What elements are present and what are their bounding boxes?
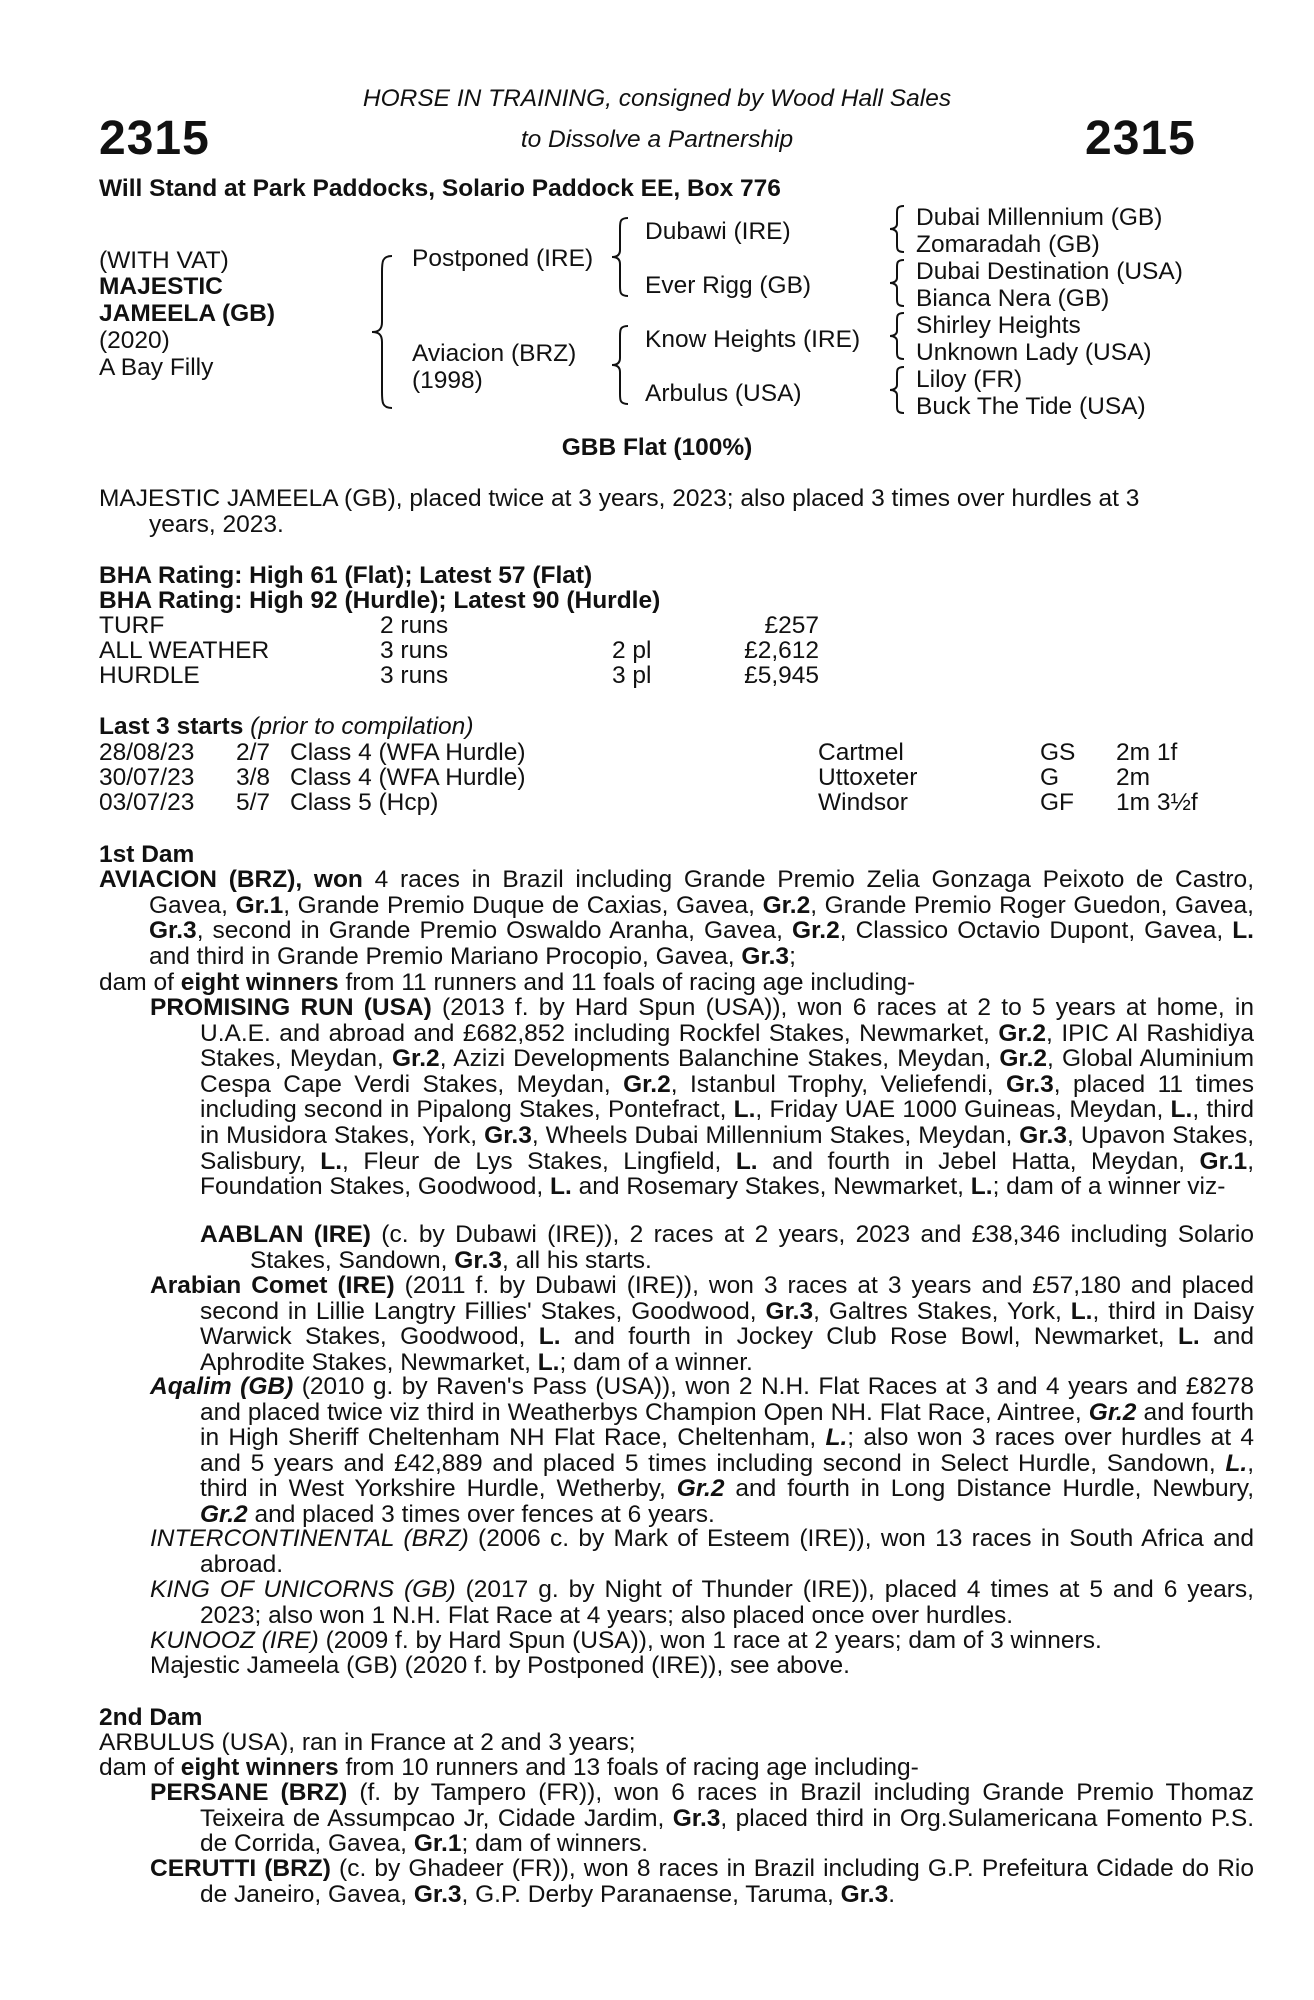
progeny-majestic-jameela: Majestic Jameela (GB) (2020 f. by Postponed (IRE)), see above. <box>150 1652 850 1679</box>
last-starts-note: (prior to compilation) <box>250 713 474 740</box>
progeny-promising-run: PROMISING RUN (USA) (2013 f. by Hard Spun (USA)), won 6 races at 2 to 5 years at home, in U.A.E. and abroad and £682,852 including Rockfel Stakes, Newmarket, Gr.2, IPIC Al Rashidiya Stakes, Meydan, Gr.2, Azizi Developments Balanchine Stakes, Meydan, Gr.2, Global Aluminium Cespa Cape Verdi Stakes, Meydan, Gr.2, Istanbul Trophy, Veliefendi, Gr.3, placed 11 times including second in Pipalong Stakes, Pontefract, L., Friday UAE 1000 Guineas, Meydan, L., third in Musidora Stakes, York, Gr.3, Wheels Dubai Millennium Stakes, Meydan, Gr.3, Upavon Stakes, Salisbury, L., Fleur de Lys Stakes, Lingfield, L. and fourth in Jebel Hatta, Meydan, Gr.1, Foundation Stakes, Goodwood, L. and Rosemary Stakes, Newmarket, L.; dam of a winner viz- <box>150 994 1255 1201</box>
pedigree-dam-year: (1998) <box>412 367 483 394</box>
record-surface: HURDLE <box>99 662 200 689</box>
pedigree-brace-g3 <box>888 311 908 361</box>
start-position: 5/7 <box>236 789 271 816</box>
pedigree-brace-dam <box>610 324 632 406</box>
pedigree-g1: Dubai Millennium (GB) <box>916 204 1163 231</box>
second-dam-produce-line: dam of eight winners from 10 runners and 13 foals of racing age including- <box>99 1754 919 1781</box>
pedigree-sire-sire: Dubawi (IRE) <box>645 218 791 245</box>
pedigree-g7: Liloy (FR) <box>916 366 1023 393</box>
start-going: GF <box>1040 789 1075 816</box>
progeny-intercontinental: INTERCONTINENTAL (BRZ) (2006 c. by Mark of Esteem (IRE)), won 13 races in South Africa and abroad. <box>150 1525 1254 1578</box>
pedigree-sire-dam: Ever Rigg (GB) <box>645 272 812 299</box>
vat-note: (WITH VAT) <box>99 247 229 274</box>
progeny-aqalim: Aqalim (GB) (2010 g. by Raven's Pass (USA)), won 2 N.H. Flat Races at 3 and 4 years and £8278 and placed twice viz third in Weatherbys Champion Open NH. Flat Race, Aintree, Gr.2 and fourth in High Sheriff Cheltenham NH Flat Race, Cheltenham, L.; also won 3 races over hurdles at 4 and 5 years and £42,889 and placed 5 times including second in Select Hurdle, Sandown, L., third in West Yorkshire Hurdle, Wetherby, Gr.2 and fourth in Long Distance Hurdle, Newbury, Gr.2 and placed 3 times over fences at 6 years. <box>150 1373 1255 1528</box>
progeny-arabian-comet: Arabian Comet (IRE) (2011 f. by Dubawi (IRE)), won 3 races at 3 years and £57,180 and placed second in Lillie Langtry Fillies' Stakes, Goodwood, Gr.3, Galtres Stakes, York, L., third in Daisy Warwick Stakes, Goodwood, L. and fourth in Jockey Club Rose Bowl, Newmarket, L. and Aphrodite Stakes, Newmarket, L.; dam of a winner. <box>150 1272 1255 1376</box>
record-runs: 3 runs <box>380 662 449 689</box>
pedigree-g6: Unknown Lady (USA) <box>916 339 1152 366</box>
start-going: GS <box>1040 739 1076 766</box>
second-dam-line: ARBULUS (USA), ran in France at 2 and 3 years; <box>99 1729 636 1756</box>
second-dam-heading: 2nd Dam <box>99 1704 203 1731</box>
start-race: Class 4 (WFA Hurdle) <box>290 739 526 766</box>
start-course: Cartmel <box>818 739 904 766</box>
consignor-line-2: to Dissolve a Partnership <box>520 126 794 153</box>
pedigree-g4: Bianca Nera (GB) <box>916 285 1110 312</box>
start-position: 3/8 <box>236 764 271 791</box>
start-race: Class 4 (WFA Hurdle) <box>290 764 526 791</box>
horse-name-line-1: MAJESTIC <box>99 273 223 300</box>
pedigree-brace-sire <box>610 216 632 298</box>
start-position: 2/7 <box>236 739 271 766</box>
progeny-king-of-unicorns: KING OF UNICORNS (GB) (2017 g. by Night of Thunder (IRE)), placed 4 times at 5 and 6 years, 2023; also won 1 N.H. Flat Race at 4 years; also placed once over hurdles. <box>150 1576 1254 1629</box>
lot-number-left: 2315 <box>99 112 210 165</box>
pedigree-brace-g4 <box>888 365 908 415</box>
pedigree-g3: Dubai Destination (USA) <box>916 258 1183 285</box>
pedigree-dam-sire: Know Heights (IRE) <box>645 326 861 353</box>
record-prize: £5,945 <box>744 662 819 689</box>
start-date: 28/08/23 <box>99 739 195 766</box>
summary-line-2: years, 2023. <box>149 511 284 538</box>
progeny-persane: PERSANE (BRZ) (f. by Tampero (FR)), won 6 races in Brazil including Grande Premio Thomaz Teixeira de Assumpcao Jr, Cidade Jardim, Gr.3, placed third in Org.Sulamericana Fomento P.S. de Corrida, Gavea, Gr.1; dam of winners. <box>150 1779 1255 1858</box>
record-prize: £2,612 <box>744 637 819 664</box>
horse-description: A Bay Filly <box>99 354 214 381</box>
rating-flat: BHA Rating: High 61 (Flat); Latest 57 (Flat) <box>99 562 593 589</box>
start-distance: 2m 1f <box>1116 739 1178 766</box>
pedigree-g5: Shirley Heights <box>916 312 1081 339</box>
record-placed: 3 pl <box>612 662 652 689</box>
progeny-cerutti: CERUTTI (BRZ) (c. by Ghadeer (FR)), won 8 races in Brazil including G.P. Prefeitura Cidade do Rio de Janeiro, Gavea, Gr.3, G.P. Derby Paranaense, Taruma, Gr.3. <box>150 1855 1254 1908</box>
pedigree-brace-g2 <box>888 258 908 308</box>
pedigree-brace-g1 <box>888 204 908 254</box>
first-dam-heading: 1st Dam <box>99 841 195 868</box>
record-surface: TURF <box>99 612 165 639</box>
rating-hurdle: BHA Rating: High 92 (Hurdle); Latest 90 (Hurdle) <box>99 587 661 614</box>
first-dam-paragraph: AVIACION (BRZ), won 4 races in Brazil including Grande Premio Zelia Gonzaga Peixoto de Castro, Gavea, Gr.1, Grande Premio Duque de Caxias, Gavea, Gr.2, Grande Premio Roger Guedon, Gavea, Gr.3, second in Grande Premio Oswaldo Aranha, Gavea, Gr.2, Classico Octavio Dupont, Gavea, L. and third in Grande Premio Mariano Procopio, Gavea, Gr.3; <box>99 866 1254 970</box>
start-race: Class 5 (Hcp) <box>290 789 439 816</box>
start-course: Windsor <box>818 789 908 816</box>
start-date: 03/07/23 <box>99 789 195 816</box>
pedigree-dam-dam: Arbulus (USA) <box>645 380 802 407</box>
horse-name-line-2: JAMEELA (GB) <box>99 300 276 327</box>
pedigree-sire: Postponed (IRE) <box>412 245 594 272</box>
start-course: Uttoxeter <box>818 764 918 791</box>
last-starts-title: Last 3 starts <box>99 713 244 740</box>
record-prize: £257 <box>764 612 819 639</box>
gbb-label: GBB Flat (100%) <box>561 434 753 461</box>
consignor-line-1: HORSE IN TRAINING, consigned by Wood Hall Sales <box>362 85 952 112</box>
first-dam-produce-line: dam of eight winners from 11 runners and 11 foals of racing age including- <box>99 969 916 996</box>
last-starts-heading <box>99 714 473 740</box>
pedigree-dam: Aviacion (BRZ) <box>412 340 577 367</box>
lot-number-right: 2315 <box>1085 112 1196 165</box>
record-runs: 3 runs <box>380 637 449 664</box>
summary-line-1: MAJESTIC JAMEELA (GB), placed twice at 3 years, 2023; also placed 3 times over hurdles at 3 <box>99 485 1140 512</box>
record-placed: 2 pl <box>612 637 652 664</box>
start-going: G <box>1040 764 1060 791</box>
progeny-kunooz: KUNOOZ (IRE) (2009 f. by Hard Spun (USA)), won 1 race at 2 years; dam of 3 winners. <box>150 1627 1102 1654</box>
pedigree-g2: Zomaradah (GB) <box>916 231 1100 258</box>
stand-location: Will Stand at Park Paddocks, Solario Paddock EE, Box 776 <box>99 175 781 202</box>
progeny-aablan: AABLAN (IRE) (c. by Dubawi (IRE)), 2 races at 2 years, 2023 and £38,346 including Solario Stakes, Sandown, Gr.3, all his starts. <box>200 1221 1254 1274</box>
start-distance: 2m <box>1116 764 1151 791</box>
record-surface: ALL WEATHER <box>99 637 270 664</box>
foaling-year: (2020) <box>99 327 170 354</box>
start-distance: 1m 3½f <box>1116 789 1198 816</box>
pedigree-g8: Buck The Tide (USA) <box>916 393 1146 420</box>
start-date: 30/07/23 <box>99 764 195 791</box>
pedigree-brace-main <box>370 252 400 412</box>
record-runs: 2 runs <box>380 612 449 639</box>
